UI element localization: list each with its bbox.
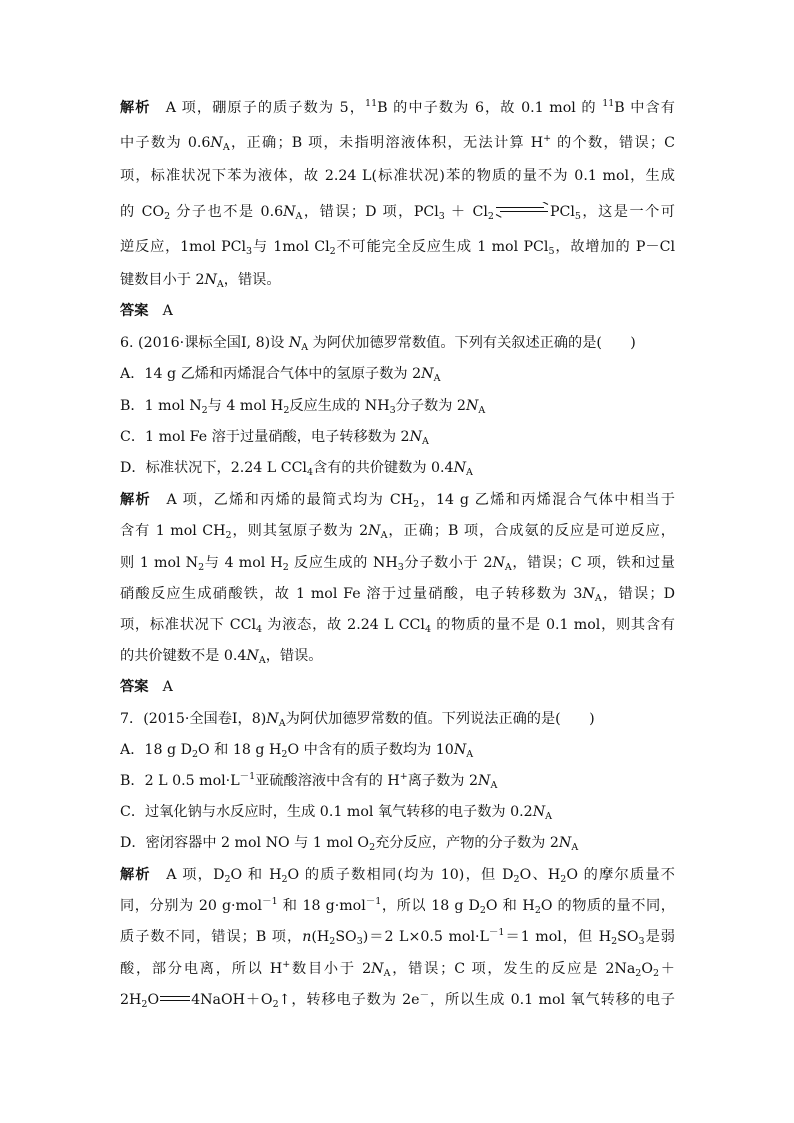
text: N: [582, 586, 595, 602]
text: 离子数为 2: [407, 773, 479, 789]
sup: +: [399, 771, 408, 782]
q7-analysis-line-1: [120, 865, 675, 885]
q5-analysis-line-6: [120, 270, 675, 290]
sub: 2: [479, 905, 486, 916]
sub: A: [504, 562, 512, 573]
text: 质子数不同，错误；B 项，: [120, 929, 303, 945]
sub: 3: [438, 211, 445, 222]
text: 的 CO: [120, 204, 165, 220]
sup: +: [543, 133, 552, 144]
sup: +: [282, 959, 291, 970]
q6-analysis-line-1: [120, 490, 675, 510]
text: O 的质子数相同(均为 10)，但 D: [287, 867, 514, 883]
text: A 项，D: [150, 867, 225, 883]
text: 反应生成的 NH: [288, 555, 398, 571]
text: O 的物质的量不同，: [540, 898, 675, 914]
text: B．2 L 0.5 mol·L: [120, 773, 240, 789]
text: N: [246, 648, 259, 664]
text: 的个数，错误；C: [551, 135, 675, 151]
text: 硝酸反应生成硝酸铁，故 1 mol Fe 溶于过量硝酸，电子转移数为 3: [120, 586, 583, 602]
q7-option-d: [120, 833, 675, 853]
text: ，错误。: [265, 648, 323, 664]
text: O 和 H: [485, 898, 535, 914]
sub: 2: [198, 562, 205, 573]
text: N: [453, 742, 467, 758]
sub: A: [383, 968, 391, 979]
text: O 和 18 g H: [198, 742, 282, 758]
sub: 2: [272, 999, 279, 1010]
q7-analysis-line-4: [120, 959, 675, 979]
sub: 3: [246, 246, 253, 257]
sub: A: [545, 811, 552, 822]
text: ，错误；C 项，发生的反应是 2Na: [390, 961, 636, 977]
text: O: [147, 992, 160, 1008]
sub: A: [490, 780, 498, 791]
q7-option-a: [120, 740, 675, 760]
sub: A: [571, 842, 579, 853]
q7-option-c: [120, 802, 675, 822]
q6-analysis-line-5: [120, 615, 675, 635]
sub: 5: [574, 211, 581, 222]
sub: 2: [413, 499, 420, 510]
text: N: [204, 272, 217, 288]
text: N: [478, 773, 491, 789]
q7-analysis-line-5: [120, 990, 675, 1010]
sub: 2: [141, 999, 148, 1010]
sub: 3: [638, 936, 645, 947]
text: 与 4 mol H: [204, 555, 283, 571]
text: 7．(2015·全国卷Ⅰ，8): [120, 711, 267, 727]
text: N: [210, 135, 223, 151]
sub: 2: [281, 749, 288, 760]
sup: 11: [365, 98, 378, 109]
sub: 2: [225, 530, 232, 541]
text: 同，分别为 20 g·mol: [120, 898, 263, 914]
sub: A: [216, 279, 224, 290]
sub: 2: [224, 874, 231, 885]
text: PCl: [549, 204, 575, 220]
text: 为液态，故 2.24 L CCl: [262, 617, 425, 633]
text: A 项，乙烯和丙烯的最简式均为 CH: [151, 492, 414, 508]
sub: 2: [513, 874, 520, 885]
text: 数目小于 2: [290, 961, 372, 977]
text: 和 18 g·mol: [277, 898, 366, 914]
q6-analysis-line-6: [120, 646, 675, 666]
text: ，所以 18 g D: [381, 898, 480, 914]
text: O、H: [519, 867, 561, 883]
sub: 2: [487, 211, 494, 222]
text: A．14 g 乙烯和丙烯混合气体中的氢原子数为 2: [120, 366, 422, 382]
reversible-arrow-icon: [496, 205, 548, 215]
text: ，故增加的 P－Cl: [554, 239, 675, 255]
q7-analysis-line-2: [120, 896, 675, 916]
text: A 项，硼原子的质子数为 5，: [150, 100, 366, 116]
sub: 2: [652, 968, 660, 979]
sub: A: [594, 593, 602, 604]
text: N: [409, 429, 422, 445]
q5-analysis-line-2: [120, 133, 675, 153]
q5-analysis-line-3: 项，标准状况下苯为液体，故 2.24 L(标准状况)苯的物质的量不为 0.1 mol，生成: [120, 168, 675, 184]
text: 的物质的量不是 0.1 mol，则其含有: [431, 617, 675, 633]
sub: 2: [282, 562, 289, 573]
text: 含有的共价键数为 0.4: [313, 460, 454, 476]
text: C．过氧化钠与水反应时，生成 0.1 mol 氧气转移的电子数为 0.2: [120, 804, 533, 820]
text: N: [283, 204, 296, 220]
sub: 2: [560, 874, 567, 885]
text: ，14 g 乙烯和丙烯混合气体中相当于: [419, 492, 675, 508]
text: 分子也不是 0.6: [170, 204, 284, 220]
text: 为阿伏加德罗常数值。下列有关叙述正确的是( ): [308, 335, 636, 351]
sub: A: [466, 749, 474, 760]
sub: 4: [306, 467, 314, 478]
sup: －1: [262, 896, 278, 907]
text: 逆反应，1mol PCl: [120, 239, 247, 255]
sub: A: [278, 718, 286, 729]
text: ＋ Cl: [444, 204, 488, 220]
text: 充分反应，产物的分子数为 2: [375, 835, 559, 851]
sub: A: [301, 342, 309, 353]
text: 2H: [120, 992, 142, 1008]
text: 则 1 mol N: [120, 555, 199, 571]
text: n: [302, 929, 312, 945]
sub: 4: [424, 624, 431, 635]
sup: －1: [239, 771, 256, 782]
text: N: [288, 335, 302, 351]
sub: 3: [397, 562, 404, 573]
q7-stem: [120, 709, 675, 729]
text: B 的中子数为 6，故 0.1 mol 的: [377, 100, 603, 116]
q6-option-c: [120, 427, 675, 447]
sub: 5: [548, 246, 555, 257]
text: )＝2 L×0.5 mol·L: [362, 929, 489, 945]
text: C．1 mol Fe 溶于过量硝酸，电子转移数为 2: [120, 429, 410, 445]
text: D．标准状况下，2.24 L CCl: [120, 460, 307, 476]
q6-option-b: [120, 396, 675, 416]
sup: －1: [365, 896, 382, 907]
text: N: [492, 555, 505, 571]
text: ，错误；D: [601, 586, 675, 602]
text: ＋: [659, 961, 675, 977]
text: N: [453, 460, 467, 476]
sup: －1: [488, 927, 505, 938]
sub: A: [258, 655, 266, 666]
text: N: [368, 523, 381, 539]
text: 反应生成的 NH: [289, 398, 390, 414]
analysis-label: 解析: [120, 100, 151, 116]
sup: －: [419, 990, 430, 1001]
text: 分子数为 2: [395, 398, 466, 414]
q6-analysis-line-3: [120, 553, 675, 573]
text: 项，标准状况下 CCl: [120, 617, 256, 633]
text: ↑，转移电子数为 2e: [278, 992, 420, 1008]
text: N: [532, 804, 546, 820]
text: N: [421, 366, 434, 382]
text: ＝1 mol，但 H: [504, 929, 612, 945]
sub: A: [433, 373, 441, 384]
text: O 和 H: [230, 867, 282, 883]
text: 中子数为 0.6: [120, 135, 211, 151]
text: 与 1mol Cl: [252, 239, 330, 255]
text: 4NaOH＋O: [191, 992, 273, 1008]
text: 的共价键数不是 0.4: [120, 648, 247, 664]
text: O 的摩尔质量不: [566, 867, 675, 883]
text: ，这是一个可: [580, 204, 675, 220]
text: 亚硫酸溶液中含有的 H: [255, 773, 400, 789]
sub: A: [466, 467, 473, 478]
text: 分子数小于 2: [403, 555, 493, 571]
sub: A: [295, 211, 303, 222]
text: O 中含有的质子数均为 10: [287, 742, 454, 758]
text: (H: [311, 929, 330, 945]
q5-analysis-line-4: [120, 202, 675, 222]
text: ，正确；B 项，未指明溶液体积，无法计算 H: [229, 135, 544, 151]
text: N: [558, 835, 572, 851]
text: 与 4 mol H: [207, 398, 284, 414]
equals-sign-icon: [160, 996, 190, 1001]
text: 键数目小于 2: [120, 272, 205, 288]
text: 酸，部分电离，所以 H: [120, 961, 283, 977]
text: 为阿伏加德罗常数的值。下列说法正确的是( ): [285, 711, 595, 727]
sub: A: [380, 530, 388, 541]
answer-label: 答案: [120, 679, 149, 695]
sub: 2: [369, 842, 376, 853]
q5-answer: [120, 301, 675, 321]
q6-analysis-line-2: [120, 521, 675, 541]
sub: 2: [283, 405, 290, 416]
sub: A: [422, 436, 429, 447]
sub: 2: [329, 936, 336, 947]
text: ，正确；B 项，合成氨的反应是可逆反应，: [387, 523, 675, 539]
sub: 2: [201, 405, 208, 416]
text: 6. (2016·课标全国Ⅰ, 8)设: [120, 335, 289, 351]
text: ，错误；C 项，铁和过量: [511, 555, 675, 571]
q7-option-b: [120, 771, 675, 791]
text: SO: [335, 929, 357, 945]
q7-analysis-line-3: [120, 927, 675, 947]
text: ，则其氢原子数为 2: [231, 523, 369, 539]
q6-answer: [120, 677, 675, 697]
sub: A: [222, 142, 230, 153]
text: B 中含有: [614, 100, 675, 116]
answer-value: A: [148, 303, 173, 319]
text: A．18 g D: [120, 742, 192, 758]
sub: A: [478, 405, 486, 416]
sub: 2: [534, 905, 541, 916]
text: B．1 mol N: [120, 398, 202, 414]
sub: 2: [191, 749, 199, 760]
sub: 2: [329, 246, 336, 257]
text: ，错误。: [223, 272, 281, 288]
text: 含有 1 mol CH: [120, 523, 226, 539]
sub: 2: [164, 211, 171, 222]
q6-option-a: [120, 364, 675, 384]
answer-value: A: [148, 679, 173, 695]
text: 是弱: [644, 929, 675, 945]
sub: 2: [635, 968, 642, 979]
sub: 3: [389, 405, 396, 416]
text: O: [641, 961, 653, 977]
sub: 2: [281, 874, 288, 885]
sup: 11: [602, 98, 615, 109]
answer-label: 答案: [120, 303, 149, 319]
text: SO: [617, 929, 639, 945]
sub: 3: [356, 936, 363, 947]
q6-stem: [120, 333, 675, 353]
q6-option-d: [120, 458, 675, 478]
analysis-label: 解析: [120, 867, 151, 883]
q6-analysis-line-4: [120, 584, 675, 604]
text: ，错误；D 项，PCl: [302, 204, 439, 220]
analysis-label: 解析: [120, 492, 152, 508]
text: N: [266, 711, 279, 727]
text: D．密闭容器中 2 mol NO 与 1 mol O: [120, 835, 370, 851]
text: N: [465, 398, 479, 414]
sub: 4: [256, 624, 263, 635]
sub: 2: [611, 936, 618, 947]
text: N: [371, 961, 384, 977]
q5-analysis-line-1: [120, 98, 675, 118]
text: ，所以生成 0.1 mol 氧气转移的电子: [429, 992, 675, 1008]
q5-analysis-line-5: [120, 237, 675, 257]
text: 不可能完全反应生成 1 mol PCl: [335, 239, 549, 255]
